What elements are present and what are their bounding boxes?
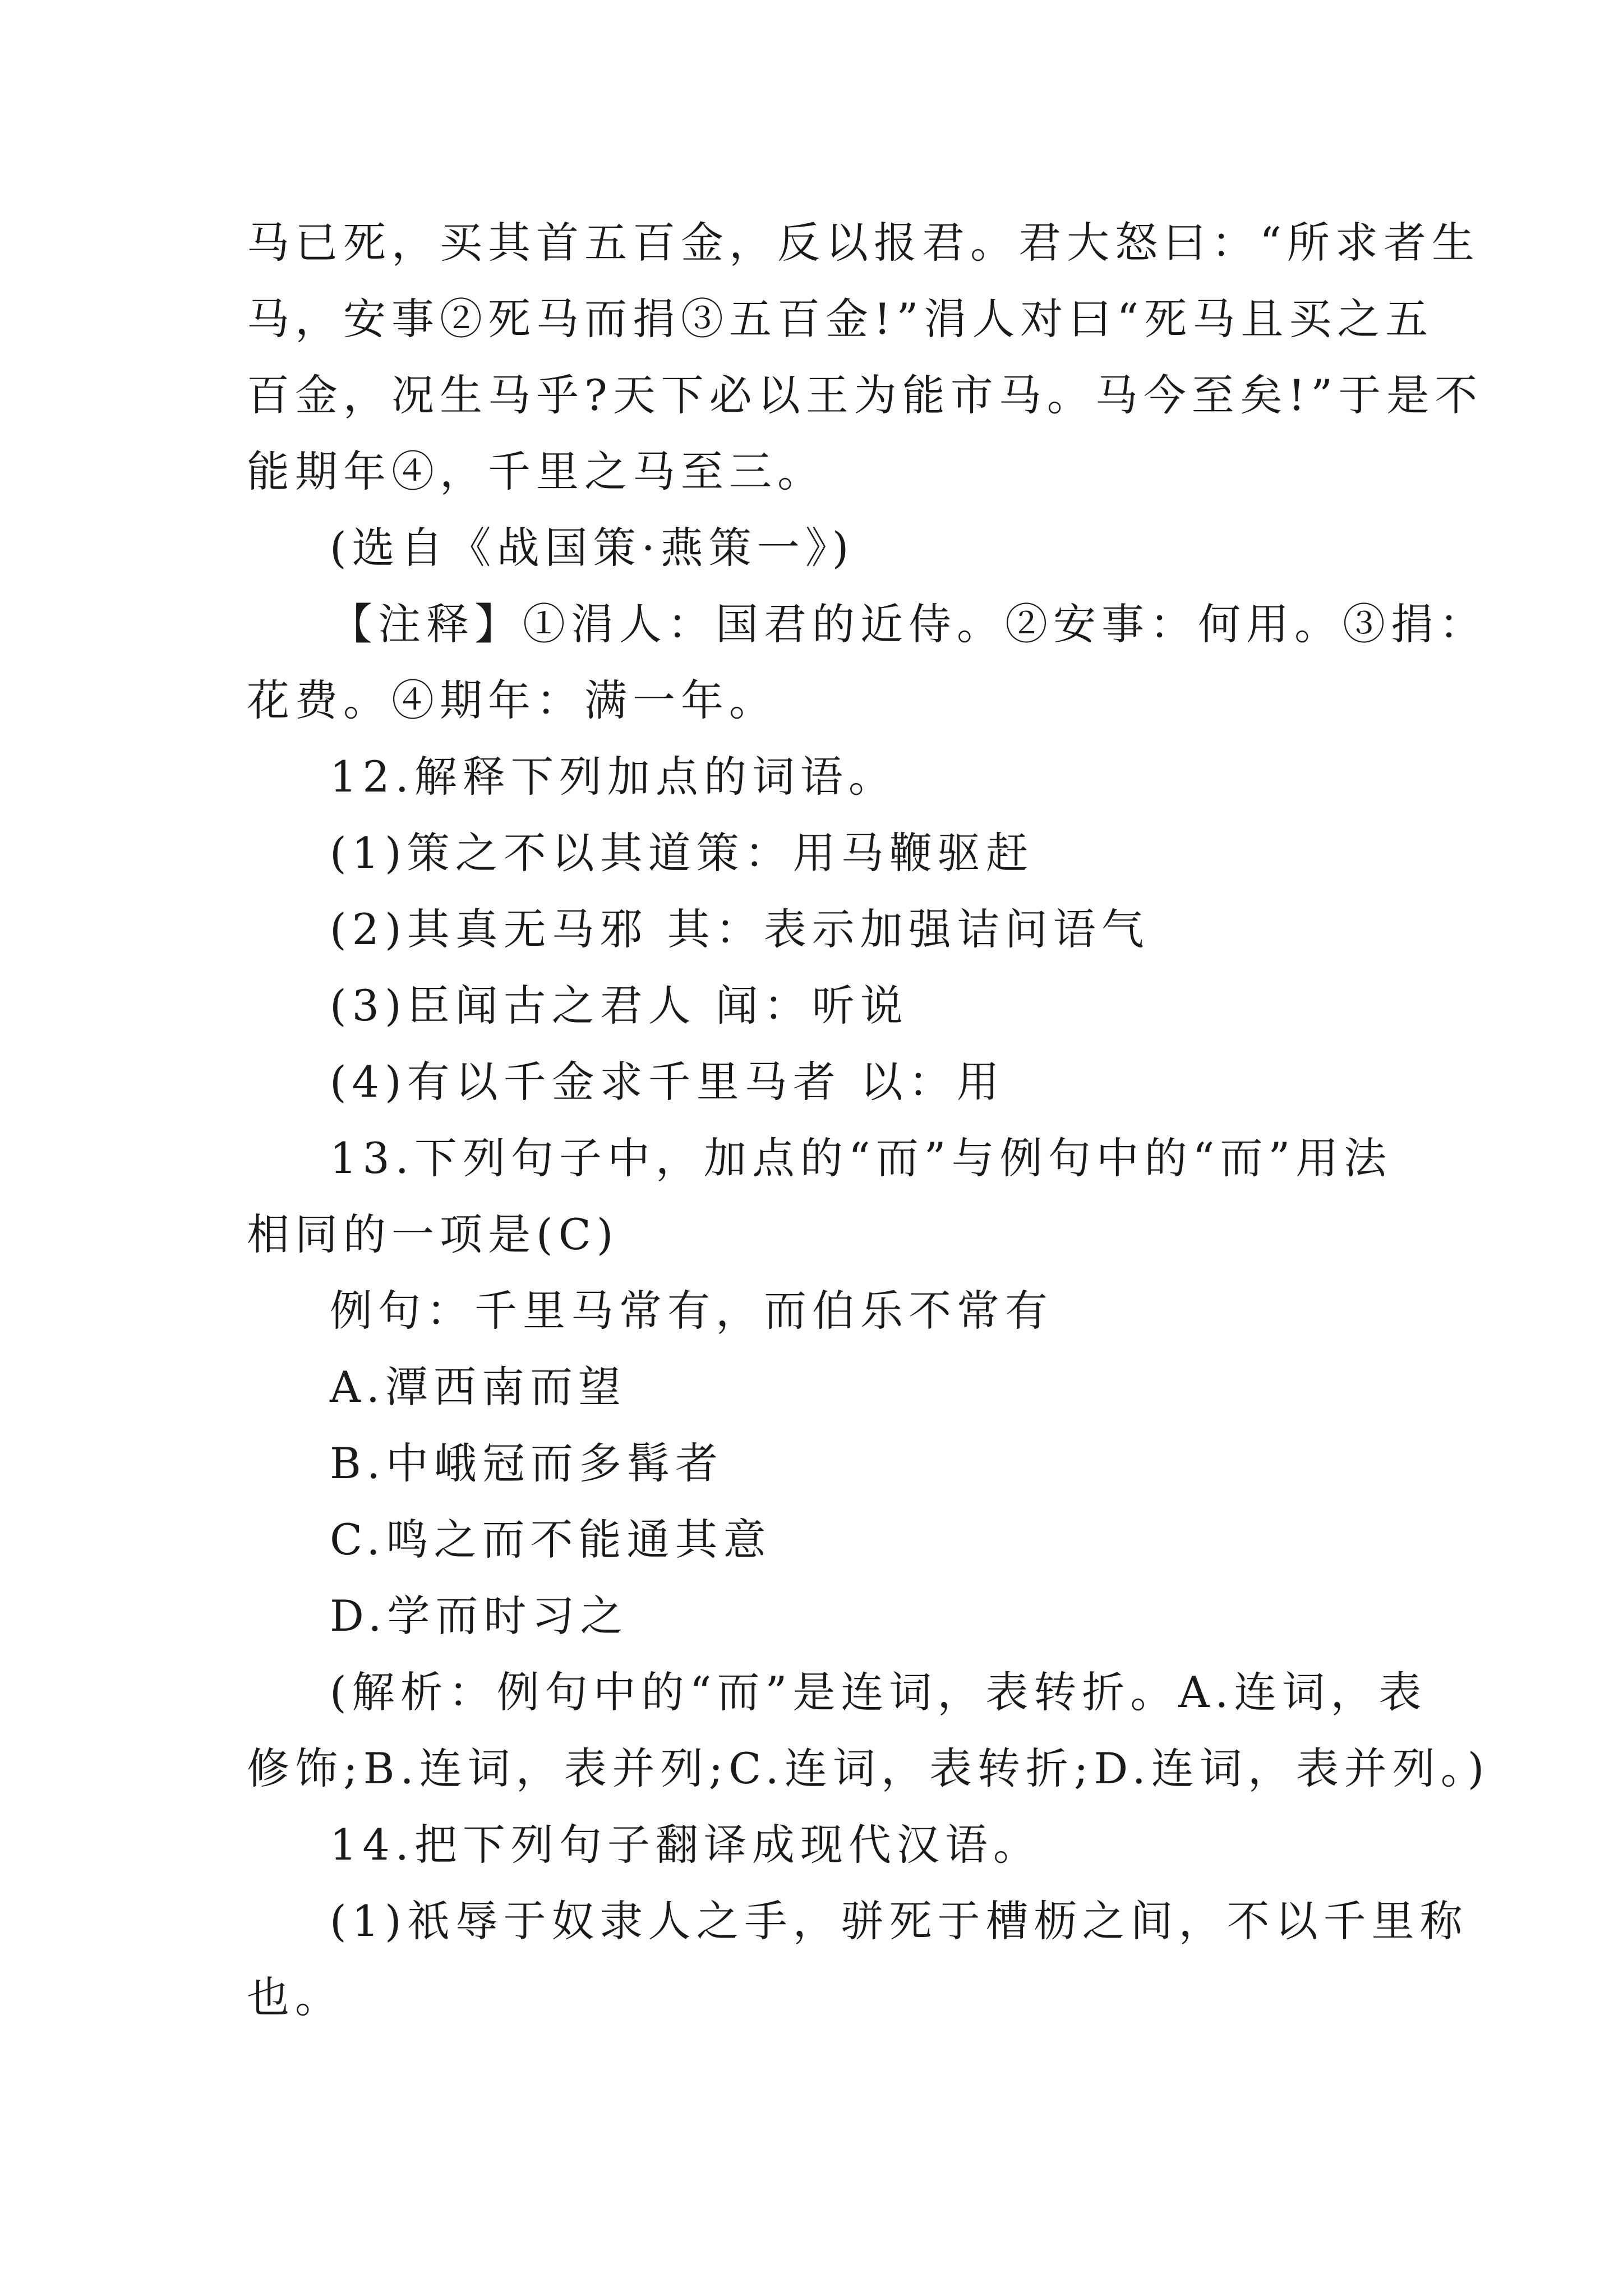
source-citation: (选自《战国策·燕策一》) (330, 523, 855, 573)
analysis-line-1: (解析：例句中的“而”是连词，表转折。A.连词，表 (330, 1667, 1427, 1717)
question-12-item-3: (3)臣闻古之君人 闻：听说 (330, 981, 909, 1030)
question-14-item-1-line-1: (1)祇辱于奴隶人之手，骈死于槽枥之间，不以千里称 (330, 1896, 1468, 1946)
option-d: D.学而时习之 (330, 1591, 629, 1641)
question-13-example: 例句：千里马常有，而伯乐不常有 (330, 1286, 1053, 1336)
analysis-line-2: 修饰;B.连词，表并列;C.连词，表转折;D.连词，表并列。) (247, 1743, 1490, 1793)
question-14-title: 14.把下列句子翻译成现代汉语。 (330, 1820, 1041, 1870)
option-c: C.鸣之而不能通其意 (330, 1515, 772, 1565)
question-12-item-1: (1)策之不以其道策：用马鞭驱赶 (330, 828, 1034, 878)
question-12-title: 12.解释下列加点的词语。 (330, 752, 897, 802)
question-12-item-2: (2)其真无马邪 其：表示加强诘问语气 (330, 904, 1150, 954)
question-14-item-1-line-2: 也。 (247, 1972, 343, 2022)
option-b: B.中峨冠而多髯者 (330, 1438, 724, 1488)
option-a: A.潭西南而望 (330, 1362, 627, 1412)
passage-line-1: 马已死，买其首五百金，反以报君。君大怒曰：“所求者生 (247, 218, 1480, 268)
question-12-item-4: (4)有以千金求千里马者 以：用 (330, 1057, 1005, 1107)
annotation-line-2: 花费。④期年：满一年。 (247, 675, 777, 725)
question-13-title-line-2: 相同的一项是(C) (247, 1209, 619, 1259)
passage-line-3: 百金，况生马乎?天下必以王为能市马。马今至矣!”于是不 (247, 370, 1483, 420)
annotation-line-1: 【注释】①涓人：国君的近侍。②安事：何用。③捐： (330, 599, 1487, 649)
question-13-title-line-1: 13.下列句子中，加点的“而”与例句中的“而”用法 (330, 1133, 1393, 1183)
passage-line-2: 马，安事②死马而捐③五百金!”涓人对曰“死马且买之五 (247, 294, 1434, 344)
passage-line-4: 能期年④，千里之马至三。 (247, 447, 826, 496)
